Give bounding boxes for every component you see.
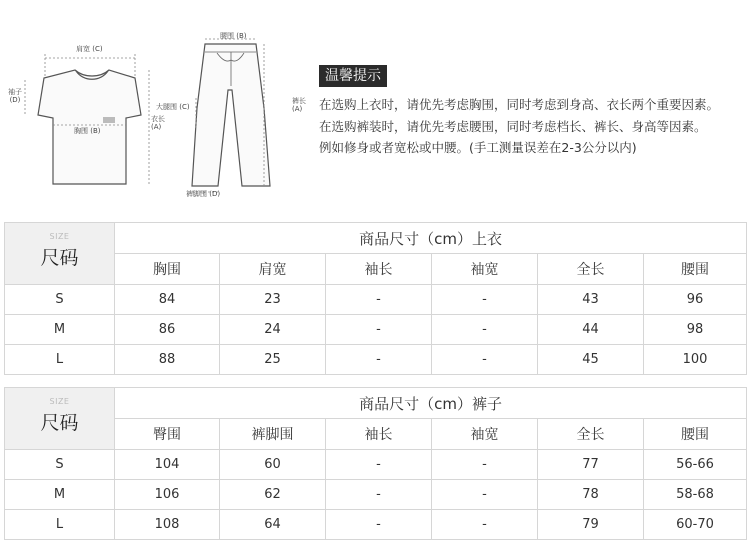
- column-header: 胸围: [115, 254, 220, 285]
- value-cell: -: [432, 345, 538, 375]
- value-cell: 100: [644, 345, 747, 375]
- column-header: 全长: [538, 419, 644, 450]
- size-cell: L: [5, 345, 115, 375]
- value-cell: 64: [220, 510, 326, 540]
- tip-title: 温馨提示: [319, 65, 387, 87]
- tip-line-1: 在选购上衣时，请优先考虑胸围，同时考虑到身高、衣长两个重要因素。: [319, 97, 720, 112]
- value-cell: 98: [644, 315, 747, 345]
- table-row: [5, 510, 747, 540]
- column-header: 袖宽: [432, 419, 538, 450]
- value-cell: 60-70: [644, 510, 747, 540]
- column-header: 袖长: [326, 254, 432, 285]
- value-cell: 60: [220, 450, 326, 480]
- value-cell: -: [326, 315, 432, 345]
- value-cell: 96: [644, 285, 747, 315]
- size-cell: L: [5, 510, 115, 540]
- tip-line-3: 例如修身或者宽松或中腰。(手工测量误差在2-3公分以内): [319, 140, 637, 155]
- table-title: 商品尺寸（cm）裤子: [115, 388, 747, 419]
- table-row: [5, 345, 747, 375]
- value-cell: 106: [115, 480, 220, 510]
- shirt-shoulder-label: 肩宽 (C): [76, 45, 103, 53]
- size-table-pants: [4, 387, 747, 540]
- pants-length-label: 裤长 (A): [292, 97, 306, 113]
- table-row: [5, 315, 747, 345]
- shirt-diagram: [0, 38, 160, 188]
- value-cell: -: [326, 285, 432, 315]
- value-cell: 45: [538, 345, 644, 375]
- value-cell: 58-68: [644, 480, 747, 510]
- size-en-label: SIZE: [49, 232, 70, 241]
- value-cell: 44: [538, 315, 644, 345]
- size-header-cell: [5, 223, 115, 285]
- column-header: 肩宽: [220, 254, 326, 285]
- column-header: 臀围: [115, 419, 220, 450]
- pants-waist-label: 腰围 (B): [220, 32, 247, 40]
- value-cell: 79: [538, 510, 644, 540]
- value-cell: -: [432, 315, 538, 345]
- value-cell: -: [432, 285, 538, 315]
- column-header: 腰围: [644, 419, 747, 450]
- tip-line-2: 在选购裤装时，请优先考虑腰围，同时考虑档长、裤长、身高等因素。: [319, 119, 707, 134]
- value-cell: 77: [538, 450, 644, 480]
- pants-hem-label: 裤脚围 (D): [186, 190, 221, 198]
- size-en-label: SIZE: [49, 397, 70, 406]
- value-cell: 56-66: [644, 450, 747, 480]
- value-cell: 25: [220, 345, 326, 375]
- value-cell: -: [326, 480, 432, 510]
- pants-diagram: [180, 30, 290, 200]
- value-cell: 84: [115, 285, 220, 315]
- value-cell: 78: [538, 480, 644, 510]
- value-cell: -: [326, 450, 432, 480]
- value-cell: 43: [538, 285, 644, 315]
- size-cn-label: 尺码: [40, 412, 79, 434]
- column-header: 腰围: [644, 254, 747, 285]
- shirt-sleeve-label: 袖子 (D): [8, 88, 22, 104]
- size-table-tops: [4, 222, 747, 375]
- column-header: 全长: [538, 254, 644, 285]
- table-row: [5, 285, 747, 315]
- value-cell: -: [326, 345, 432, 375]
- column-header: 袖宽: [432, 254, 538, 285]
- value-cell: 104: [115, 450, 220, 480]
- value-cell: 62: [220, 480, 326, 510]
- value-cell: -: [326, 510, 432, 540]
- value-cell: 24: [220, 315, 326, 345]
- value-cell: 108: [115, 510, 220, 540]
- value-cell: 86: [115, 315, 220, 345]
- table-row: [5, 450, 747, 480]
- value-cell: 88: [115, 345, 220, 375]
- column-header: 袖长: [326, 419, 432, 450]
- size-header-cell: [5, 388, 115, 450]
- value-cell: -: [432, 510, 538, 540]
- size-cell: M: [5, 480, 115, 510]
- table-title: 商品尺寸（cm）上衣: [115, 223, 747, 254]
- value-cell: 23: [220, 285, 326, 315]
- table-row: [5, 480, 747, 510]
- size-cell: M: [5, 315, 115, 345]
- column-header: 裤脚围: [220, 419, 326, 450]
- size-cn-label: 尺码: [40, 247, 79, 269]
- shirt-length-label: 衣长 (A): [151, 115, 165, 131]
- shirt-chest-label: 胸围 (B): [74, 127, 101, 135]
- pants-thigh-label: 大腿围 (C): [156, 103, 190, 111]
- value-cell: -: [432, 480, 538, 510]
- size-cell: S: [5, 450, 115, 480]
- value-cell: -: [432, 450, 538, 480]
- size-cell: S: [5, 285, 115, 315]
